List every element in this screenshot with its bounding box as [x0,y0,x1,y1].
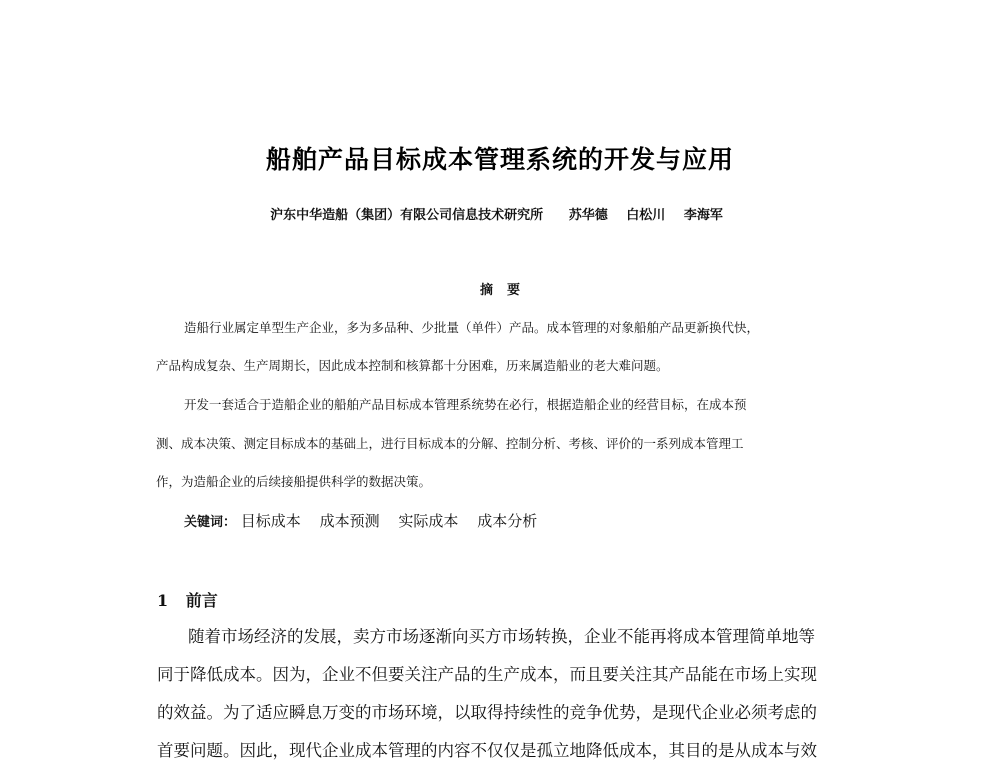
author-name: 李海军 [683,208,723,223]
paper-title: 船舶产品目标成本管理系统的开发与应用 [265,145,734,174]
section-heading [157,588,218,611]
keyword: 成本分析 [477,512,538,530]
body-line: 首要问题。因此，现代企业成本管理的内容不仅仅是孤立地降低成本，其目的是从成本与效 [157,741,817,760]
section-number: 1 [157,591,169,610]
keywords-label: 关键词： [184,515,237,530]
section-title: 前言 [185,591,218,610]
abstract-line: 造船行业属定单型生产企业，多为多品种、少批量（单件）产品。成本管理的对象船舶产品更新换代快， [184,320,760,335]
keywords-line [184,510,551,531]
keyword: 目标成本 [240,512,301,530]
body-line: 的效益。为了适应瞬息万变的市场环境，以取得持续性的竞争优势，是现代企业必须考虑的 [157,703,817,722]
author-line [0,204,1000,223]
abstract-line: 产品构成复杂、生产周期长，因此成本控制和核算都十分困难，历来属造船业的老大难问题。 [156,358,669,373]
body-line: 同于降低成本。因为，企业不但要关注产品的生产成本，而且要关注其产品能在市场上实现 [157,665,817,684]
abstract-line: 作，为造船企业的后续接船提供科学的数据决策。 [156,474,432,489]
keyword: 实际成本 [398,512,459,530]
abstract-heading: 摘要 [479,283,534,298]
author-name: 苏华德 [568,208,608,223]
keyword: 成本预测 [319,512,380,530]
abstract-line: 开发一套适合于造船企业的船舶产品目标成本管理系统势在必行，根据造船企业的经营目标，在成本预 [184,397,747,412]
body-line: 随着市场经济的发展，卖方市场逐渐向买方市场转换，企业不能再将成本管理简单地等 [188,627,815,646]
author-name: 白松川 [626,208,666,223]
abstract-line: 测、成本决策、测定目标成本的基础上，进行目标成本的分解、控制分析、考核、评价的一系列成本管理工 [156,436,744,451]
affiliation: 沪东中华造船（集团）有限公司信息技术研究所 [270,208,544,223]
